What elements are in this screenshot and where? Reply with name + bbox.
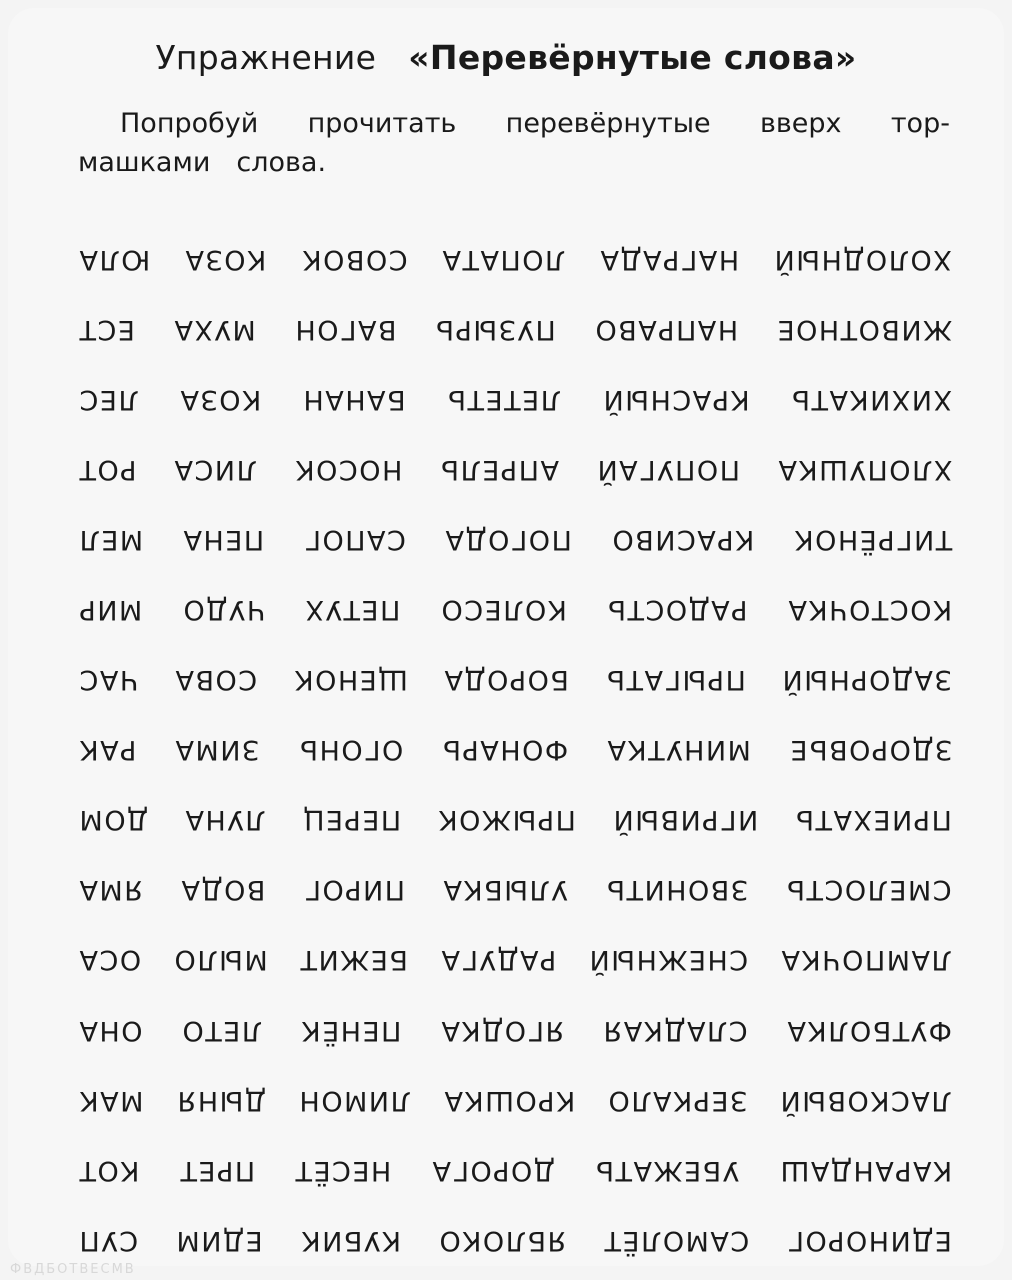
upside-down-word-grid (78, 224, 952, 1275)
word-row (78, 434, 952, 504)
upside-down-word: ПЕНЁК (300, 1014, 402, 1046)
instruction-word: Попробуй (120, 108, 259, 139)
upside-down-word: ЧАС (78, 664, 139, 696)
upside-down-word: КОТ (78, 1154, 140, 1186)
upside-down-word: ПРЫГАТЬ (604, 664, 746, 696)
upside-down-word: АПРЕЛЬ (439, 453, 560, 485)
upside-down-word: СОВА (173, 664, 258, 696)
word-row (78, 855, 952, 925)
upside-down-word: МИР (78, 594, 143, 626)
upside-down-word: СОВОК (300, 243, 408, 275)
upside-down-word: ЗИМА (174, 734, 260, 766)
upside-down-word: ЛИМОН (297, 1084, 411, 1116)
upside-down-word: КРАСИВО (610, 523, 755, 555)
upside-down-word: НОСОК (293, 453, 403, 485)
upside-down-word: ОСА (78, 944, 142, 976)
upside-down-word: ПРИЕХАТЬ (794, 804, 952, 836)
upside-down-word: РАК (78, 734, 137, 766)
upside-down-word: ТИГРЁНОК (792, 523, 952, 555)
watermark: ФВДБОТВЕСМВ (10, 1262, 136, 1277)
upside-down-word: ПУЗЫРЬ (434, 313, 556, 345)
upside-down-word: БОРОДА (443, 664, 570, 696)
upside-down-word: КОЗА (179, 383, 262, 415)
upside-down-word: ФОНАРЬ (440, 734, 568, 766)
upside-down-word: ЗЕРКАЛО (606, 1084, 748, 1116)
upside-down-word: БЕЖИТ (299, 944, 409, 976)
exercise-title (0, 38, 1012, 77)
upside-down-word: МАК (78, 1084, 144, 1116)
word-row (78, 574, 952, 644)
upside-down-word: ЛАМПОЧКА (780, 944, 952, 976)
upside-down-word: ЕДИНОРОГ (786, 1224, 952, 1256)
instruction-word: тор- (890, 108, 950, 139)
word-row (78, 995, 952, 1065)
upside-down-word: РОТ (78, 453, 137, 485)
upside-down-word: УЛЫБКА (442, 874, 568, 906)
upside-down-word: ДОМ (78, 804, 149, 836)
upside-down-word: САПОГ (302, 523, 406, 555)
upside-down-word: ЮЛА (78, 243, 151, 275)
upside-down-word: ПЕРЕЦ (301, 804, 401, 836)
upside-down-word: СЛАДКАЯ (602, 1014, 748, 1046)
upside-down-word: ЛАСКОВЫЙ (779, 1084, 952, 1116)
upside-down-word: ЯГОДКА (439, 1014, 564, 1046)
upside-down-word: КОЛЕСО (439, 594, 567, 626)
instruction-line-2 (78, 145, 950, 181)
upside-down-word: ЗВОНИТЬ (605, 874, 749, 906)
upside-down-word: КОЗА (184, 243, 267, 275)
upside-down-word: ПИРОГ (302, 874, 405, 906)
instruction-word: прочитать (307, 108, 457, 139)
upside-down-word: ВАГОН (293, 313, 397, 345)
upside-down-word: ВОДА (180, 874, 266, 906)
upside-down-word: СНЕЖНЫЙ (588, 944, 749, 976)
upside-down-word: ОНА (78, 1014, 143, 1046)
upside-down-word: ХИХИКАТЬ (789, 383, 952, 415)
word-row (78, 1135, 952, 1205)
upside-down-word: ДЫНЯ (175, 1084, 266, 1116)
upside-down-word: СУП (78, 1224, 139, 1256)
upside-down-word: МИНУТКА (605, 734, 751, 766)
upside-down-word: ЛЕТЕТЬ (446, 383, 562, 415)
word-row (78, 504, 952, 574)
word-row (78, 224, 952, 294)
upside-down-word: НАПРАВО (593, 313, 738, 345)
instruction-line-1 (78, 106, 950, 142)
upside-down-word: СМЕЛОСТЬ (785, 874, 952, 906)
upside-down-word: ХОЛОДНЫЙ (773, 243, 952, 275)
upside-down-word: ЛУНА (184, 804, 266, 836)
upside-down-word: КУБИК (299, 1224, 401, 1256)
upside-down-word: ЯБЛОКО (437, 1224, 566, 1256)
upside-down-word: РАДУГА (440, 944, 557, 976)
upside-down-word: КРАСНЫЙ (601, 383, 750, 415)
upside-down-word: ЖИВОТНОЕ (775, 313, 952, 345)
title-name: «Перевёрнутые слова» (408, 38, 857, 77)
instruction-word: перевёрнутые (505, 108, 711, 139)
upside-down-word: ЯМА (78, 874, 144, 906)
upside-down-word: ХЛОПУШКА (776, 453, 952, 485)
upside-down-word: ЗАДОРНЫЙ (781, 664, 952, 696)
instruction-word: машками (78, 147, 211, 178)
upside-down-word: ЛИСА (173, 453, 258, 485)
upside-down-word: ПЕТУХ (304, 594, 401, 626)
upside-down-word: ЛЕС (78, 383, 139, 415)
word-row (78, 645, 952, 715)
upside-down-word: ЩЕНОК (292, 664, 408, 696)
upside-down-word: РАДОСТЬ (606, 594, 748, 626)
word-row (78, 715, 952, 785)
upside-down-word: ПРЫЖОК (436, 804, 576, 836)
upside-down-word: КОСТОЧКА (786, 594, 952, 626)
upside-down-word: МЕЛ (78, 523, 144, 555)
upside-down-word: САМОЛЁТ (602, 1224, 750, 1256)
word-row (78, 1065, 952, 1135)
upside-down-word: ЧУДО (181, 594, 265, 626)
upside-down-word: ФУТБОЛКА (786, 1014, 952, 1046)
instruction-word: вверх (759, 108, 842, 139)
upside-down-word: НАГРАДА (599, 243, 740, 275)
upside-down-word: ПЕНА (181, 523, 265, 555)
upside-down-word: ЕДИМ (175, 1224, 263, 1256)
title-prefix: Упражнение (155, 38, 377, 77)
upside-down-word: ПРЕТ (178, 1154, 255, 1186)
upside-down-word: ЛЕТО (180, 1014, 262, 1046)
upside-down-word: ПОГОДА (444, 523, 573, 555)
upside-down-word: ЗДОРОВЬЕ (788, 734, 952, 766)
word-row (78, 785, 952, 855)
upside-down-word: ЕСТ (78, 313, 135, 345)
upside-down-word: КРОШКА (442, 1084, 575, 1116)
instruction-word: слова. (236, 147, 327, 178)
word-row (78, 1205, 952, 1275)
upside-down-word: ПОПУГАЙ (595, 453, 740, 485)
upside-down-word: ДОРОГА (431, 1154, 555, 1186)
upside-down-word: ЛОПАТА (441, 243, 566, 275)
upside-down-word: ОГОНЬ (297, 734, 403, 766)
upside-down-word: УБЕЖАТЬ (594, 1154, 740, 1186)
upside-down-word: КАРАНДАШ (778, 1154, 952, 1186)
word-row (78, 364, 952, 434)
word-row (78, 294, 952, 364)
upside-down-word: НЕСЁТ (294, 1154, 392, 1186)
upside-down-word: БАНАН (302, 383, 406, 415)
word-row (78, 925, 952, 995)
upside-down-word: МЫЛО (172, 944, 268, 976)
upside-down-word: ИГРИВЫЙ (611, 804, 759, 836)
upside-down-word: МУХА (172, 313, 256, 345)
